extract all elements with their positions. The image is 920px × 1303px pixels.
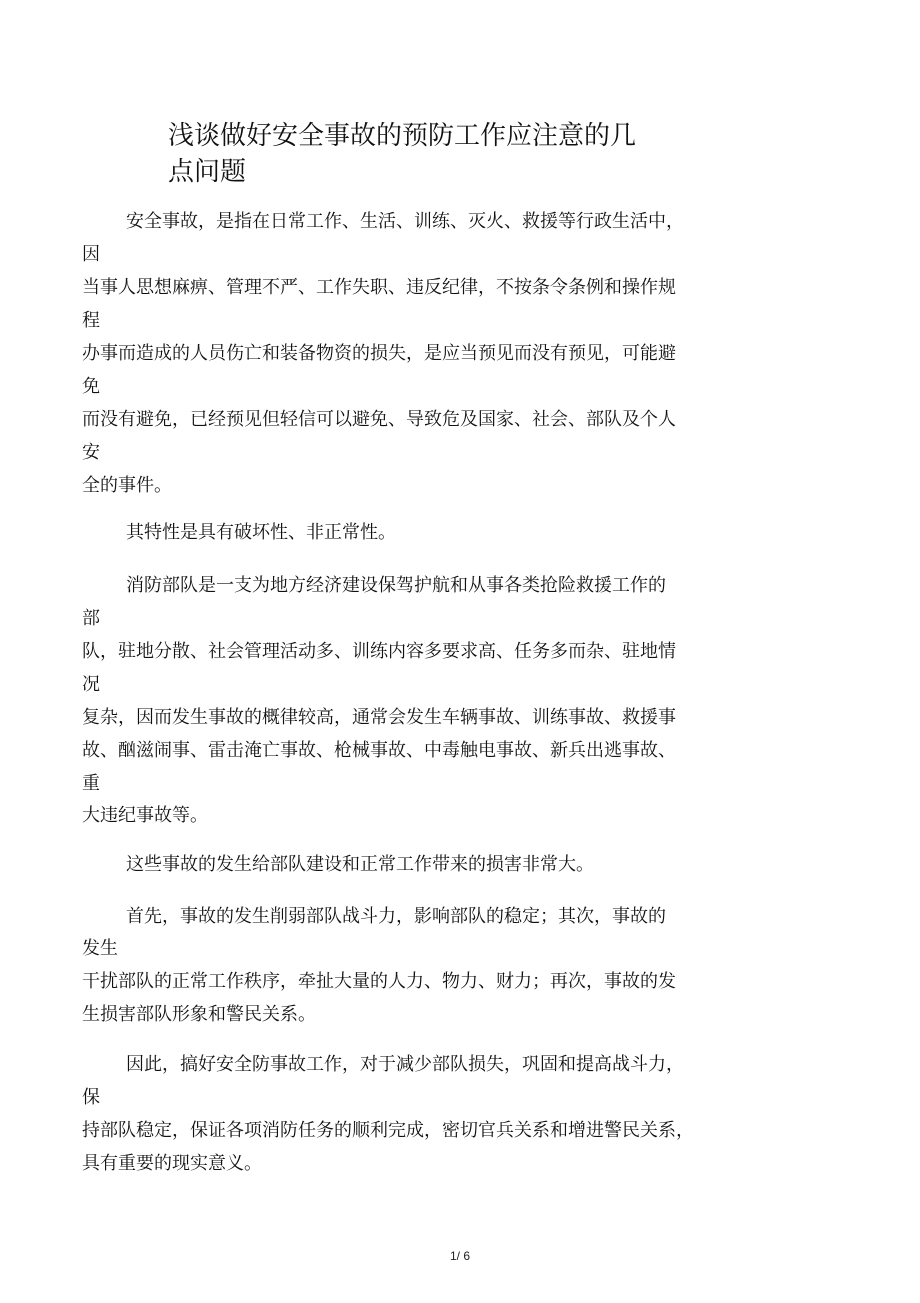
document-title <box>168 118 728 190</box>
text-line: 生损害部队形象和警民关系。 <box>82 1004 316 1025</box>
text-line: 因 <box>82 244 100 265</box>
text-line: 干扰部队的正常工作秩序，牵扯大量的人力、物力、财力；再次，事故的发 <box>82 971 676 992</box>
text-line: 免 <box>82 376 100 397</box>
page-number: 1/ 6 <box>449 1249 470 1263</box>
title-line: 浅谈做好安全事故的预防工作应注意的几 <box>168 121 637 151</box>
text-line: 况 <box>82 674 100 695</box>
text-line: 而没有避免，已经预见但轻信可以避免、导致危及国家、社会、部队及个人 <box>82 409 676 430</box>
text-line: 消防部队是一支为地方经济建设保驾护航和从事各类抢险救援工作的 <box>126 575 666 596</box>
text-line: 首先，事故的发生削弱部队战斗力，影响部队的稳定；其次，事故的 <box>126 906 666 927</box>
text-line: 当事人思想麻痹、管理不严、工作失职、违反纪律，不按条令条例和操作规 <box>82 277 676 298</box>
text-line: 保 <box>82 1087 100 1108</box>
text-line: 安全事故，是指在日常工作、生活、训练、灭火、救援等行政生活中， <box>126 211 684 232</box>
text-line: 其特性是具有破坏性、非正常性。 <box>126 522 396 543</box>
text-line: 大违纪事故等。 <box>82 805 208 826</box>
title-line: 点问题 <box>168 157 247 187</box>
text-line: 持部队稳定，保证各项消防任务的顺利完成，密切官兵关系和增进警民关系， <box>82 1120 694 1141</box>
text-line: 安 <box>82 442 100 463</box>
text-line: 全的事件。 <box>82 475 172 496</box>
text-line: 程 <box>82 310 100 331</box>
text-line: 部 <box>82 608 100 629</box>
text-line: 因此，搞好安全防事故工作，对于减少部队损失，巩固和提高战斗力， <box>126 1054 684 1075</box>
text-line: 办事而造成的人员伤亡和装备物资的损失，是应当预见而没有预见，可能避 <box>82 343 676 364</box>
text-line: 发生 <box>82 938 118 959</box>
text-line: 重 <box>82 773 100 794</box>
text-line: 故、酗滋闹事、雷击淹亡事故、枪械事故、中毒触电事故、新兵出逃事故、 <box>82 740 676 761</box>
text-line: 队，驻地分散、社会管理活动多、训练内容多要求高、任务多而杂、驻地情 <box>82 641 676 662</box>
text-line: 具有重要的现实意义。 <box>82 1153 262 1174</box>
text-line: 这些事故的发生给部队建设和正常工作带来的损害非常大。 <box>126 854 594 875</box>
text-line: 复杂，因而发生事故的概律较高，通常会发生车辆事故、训练事故、救援事 <box>82 707 676 728</box>
